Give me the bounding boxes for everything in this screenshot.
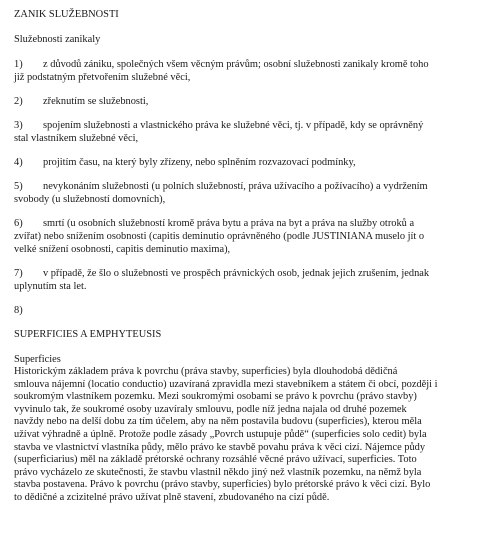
list-item-number: 2) [14,96,23,107]
list-item-line: zvířat) nebo snížením osobnosti (capitis deminutio oprávněného (podle JUSTINIANA muselo jít o [14,231,425,242]
list-item-line [14,119,470,132]
paragraph-line: stavba ve vlastnictví vlastníka půdy, mělo právo ke stavbě povahu práva k věci cizí. Nájemce půdy [14,441,426,453]
list-item-number: 6) [14,218,23,229]
list-item-line: již podstatným přetvořením služebné věci, [14,72,191,83]
paragraph-line: (superficiarius) měl na základě prétorské ochrany rozsáhlé věcné právo užívací, superficies. Toto [14,454,417,466]
paragraph-line: stavba postavena. Právo k povrchu (právo stavby, superficies) bylo prétorské právo k věci cizí. Bylo [14,479,431,491]
list-item-number: 3) [14,120,23,131]
list-item-line [14,304,470,317]
list-item-number: 7) [14,268,23,279]
list-item-text: v případě, že šlo o služebnosti ve prospěch právnických osob, jednak jejich zrušením, jednak [43,268,430,279]
list-item-line: stal vlastníkem služebné věci, [14,133,139,144]
list-item-number: 1) [14,59,23,70]
list-item-text: projitím času, na který byly zřízeny, nebo splněním rozvazovací podmínky, [43,157,356,168]
list-item-line: svobody (u služebností domovních), [14,194,166,205]
list-item-7 [14,267,470,293]
list-item-line [14,156,470,169]
paragraph-line: užívat výhradně a úplně. Protože podle zásady „Povrch ustupuje půdě“ (superficies solo cedit) byla [14,428,427,440]
document-title: ZANIK SLUŽEBNOSTI [14,9,119,20]
body-paragraph [14,366,470,505]
list-item-text: nevykonáním služebnosti (u polních služebností, práva užívacího a požívacího) a vydržením [43,181,428,192]
list-item-number: 4) [14,157,23,168]
list-item-text: z důvodů zániku, společných všem věcným právům; osobní služebnosti zanikaly kromě toho [43,59,429,70]
list-item-8 [14,304,470,317]
list-item-text: spojením služebnosti a vlastnického práva ke služebné věci, tj. v případě, kdy se oprávněný [43,120,424,131]
paragraph-line: to dědičné a zcizitelné právo užívat plně stavení, zbudovaného na cizí půdě. [14,491,330,503]
list-item-2 [14,95,470,108]
list-item-text: smrtí (u osobních služebností kromě práva bytu a práva na byt a práva na služby otroků a [43,218,415,229]
document-subtitle: Služebnosti zanikaly [14,34,101,45]
paragraph-line: navždy nebo na delší dobu za tím účelem, aby na něm postavila budovu (superficies), kterou měla [14,416,422,428]
list-item-1 [14,58,470,84]
list-item-4 [14,156,470,169]
section-subtitle: Superficies [14,354,61,365]
list-item-text: zřeknutím se služebnosti, [43,96,149,107]
list-item-line: uplynutím sta let. [14,281,87,292]
list-item-line [14,180,470,193]
paragraph-line: Historickým základem práva k povrchu (práva stavby, superficies) byla dlouhodobá dědičná [14,366,398,377]
document-page [14,8,470,505]
list-item-5 [14,180,470,206]
list-item-line [14,217,470,230]
paragraph-line: soukromým vlastníkem pozemku. Mezi soukromými osobami se právo k povrchu (právo stavby) [14,391,417,403]
list-item-3 [14,119,470,145]
section-title: SUPERFICIES A EMPHYTEUSIS [14,329,162,340]
list-item-line [14,267,470,280]
list-item-line: velké snížení osobnosti, capitis deminutio maxima), [14,244,231,255]
list-item-line [14,95,470,108]
list-item-number: 8) [14,305,23,316]
paragraph-line: právo vycházelo ze skutečnosti, že stavbu vlastnil někdo jiný než vlastník pozemku, na němž byla [14,466,422,478]
paragraph-line: vyvinulo tak, že soukromé osoby uzavíraly smlouvu, podle níž jedna najala od druhé pozemek [14,403,407,415]
list-item-6 [14,217,470,256]
list-item-number: 5) [14,181,23,192]
paragraph-line: smlouva nájemní (locatio conductio) uzavíraná zpravidla mezi stavebníkem a státem či obcí, později i [14,378,438,390]
list-item-line [14,58,470,71]
